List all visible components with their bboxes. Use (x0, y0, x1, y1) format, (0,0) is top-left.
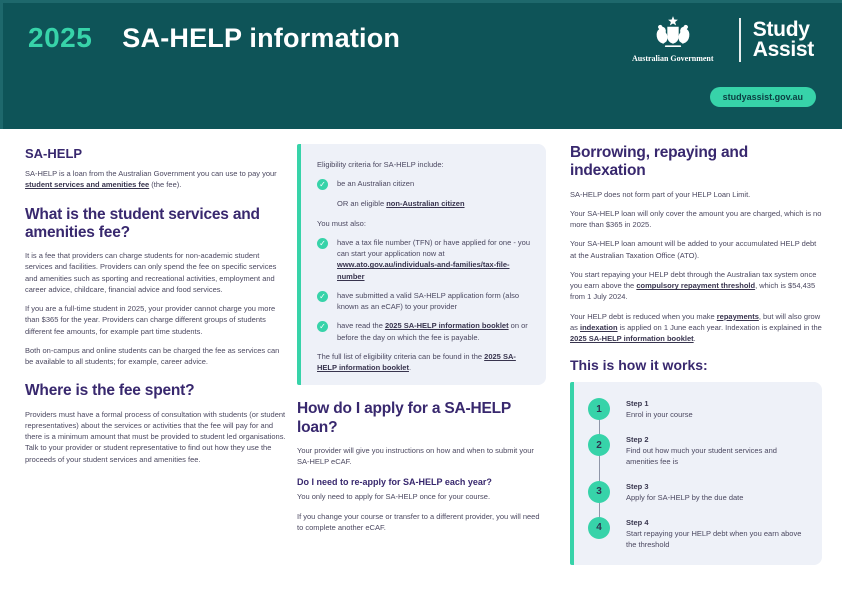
header-title-row (28, 22, 400, 54)
eligibility-item-text: have submitted a valid SA-HELP application form (also known as an eCAF) to your provider (337, 290, 520, 311)
how-apply-heading: How do I apply for a SA-HELP loan? (297, 400, 511, 436)
step-label: Step 3 (626, 481, 649, 491)
study-assist-logo (752, 17, 814, 61)
step-text: Find out how much your student services and amenities fee is (626, 446, 777, 467)
fee-cap-paragraph: If you are a full-time student in 2025, your provider cannot charge you more than $365 for the year. Providers can charge different groups of students different fee amounts, for example part time students. (25, 304, 276, 336)
eligibility-item (317, 290, 532, 313)
text-segment: have read the (337, 321, 385, 331)
eligibility-item (317, 320, 532, 343)
checkmark-icon: ✓ (317, 291, 328, 302)
header-year: 2025 (28, 22, 93, 53)
step-number-badge (588, 517, 610, 539)
reapply-subheading: Do I need to re-apply for SA-HELP each year? (297, 477, 492, 488)
text-segment: . (693, 334, 696, 344)
eligibility-item (317, 237, 532, 282)
link-indexation[interactable]: indexation (580, 322, 618, 332)
text-segment: The full list of eligibility criteria can be found in the (317, 351, 485, 361)
text-segment: is applied on 1 June each year. Indexation is explained in the (617, 322, 822, 332)
website-badge[interactable]: studyassist.gov.au (710, 87, 816, 107)
page-title: SA-HELP information (122, 23, 401, 53)
what-is-fee-heading: What is the student services and amenities fee? (25, 205, 260, 241)
text-segment: have a tax file number (TFN) or have applied for one - you can start your application now at (337, 237, 531, 258)
link-student-services-fee[interactable]: student services and amenities fee (25, 180, 150, 190)
sa-help-intro-paragraph (25, 168, 287, 191)
step-item-1 (588, 398, 810, 421)
borrowing-heading: Borrowing, repaying and indexation (570, 144, 748, 180)
eligibility-panel (297, 144, 546, 385)
australian-government-crest-icon (619, 16, 727, 63)
link-ato-tfn[interactable]: www.ato.gov.au/individuals-and-families/tax-file-number (337, 260, 510, 281)
sa-help-heading: SA-HELP (25, 146, 83, 161)
step-label: Step 4 (626, 517, 649, 527)
logo-cluster (619, 16, 814, 63)
step-number: 2 (596, 439, 602, 451)
step-text: Start repaying your HELP debt when you earn above the threshold (626, 528, 802, 549)
link-info-booklet[interactable]: 2025 SA-HELP information booklet (570, 334, 694, 344)
step-text: Enrol in your course (626, 410, 693, 420)
column-about (25, 146, 287, 473)
text-segment: SA-HELP is a loan from the Australian Government you can use to pay your (25, 169, 277, 178)
indexation-paragraph (570, 311, 822, 345)
step-number: 4 (596, 522, 602, 534)
eligibility-footer (317, 351, 532, 374)
link-repayments[interactable]: repayments (716, 311, 759, 321)
link-info-booklet[interactable]: 2025 SA-HELP information booklet (384, 321, 509, 331)
step-number-badge (588, 398, 610, 420)
steps-panel (570, 382, 822, 564)
steps-timeline (588, 398, 810, 550)
fee-oncampus-paragraph: Both on-campus and online students can be charged the fee as services can be available to all students; for example, career advice. (25, 345, 280, 367)
study-assist-line2: Assist (752, 37, 814, 61)
step-text: Apply for SA-HELP by the due date (626, 492, 744, 502)
crest-label: Australian Government (631, 54, 714, 63)
step-number: 1 (596, 403, 602, 415)
text-segment: , which is $54,435 from 1 July 2024. (570, 281, 816, 302)
fee-description-paragraph: It is a fee that providers can charge students for non-academic student services and facilities. Providers can only spend the fee on specific services and amenities such as sporting and recreational activities, employment and career advice, childcare, financial advice and food services. (25, 251, 277, 294)
checkmark-icon: ✓ (317, 238, 328, 249)
fee-spent-paragraph: Providers must have a formal process of consultation with students (or student representatives) about the services or activities that the fee will pay for and there is a minimum amount that must be provided to student led organisations. Talk to your provider or student representative to find out how they use the proceeds of your student services and amenities fee. (25, 409, 286, 464)
step-item-2 (588, 434, 810, 468)
text-segment: You start repaying your HELP debt through the Australian tax system once you earn above the (570, 269, 817, 291)
apply-once-paragraph: You only need to apply for SA-HELP once for your course. (297, 492, 491, 502)
eligibility-item-text (337, 320, 532, 343)
eligibility-item-text (337, 237, 532, 282)
loan-cover-paragraph: Your SA-HELP loan will only cover the amount you are charged, which is no more than $365 in 2025. (570, 208, 822, 230)
checkmark-icon: ✓ (317, 321, 328, 332)
column-eligibility-apply (297, 144, 546, 541)
apply-instructions-paragraph: Your provider will give you instructions on how and when to submit your SA-HELP eCAF. (297, 445, 534, 467)
text-segment: Your HELP debt is reduced when you make (570, 311, 717, 321)
step-number-badge (588, 481, 610, 503)
column-borrowing (570, 144, 822, 565)
study-assist-line1: Study (752, 17, 810, 41)
change-course-paragraph: If you change your course or transfer to a different provider, you will need to complete another eCAF. (297, 511, 540, 532)
text-segment: on or before the day on which the fee is payable. (337, 321, 528, 342)
how-it-works-heading: This is how it works: (570, 357, 708, 374)
step-item-3 (588, 481, 810, 504)
eligibility-or-line (337, 198, 532, 209)
step-number: 3 (596, 486, 602, 498)
step-label: Step 2 (626, 435, 649, 445)
text-segment: , but will also grow as (570, 311, 821, 332)
ato-debt-paragraph: Your SA-HELP loan amount will be added to your accumulated HELP debt at the Australian Taxation Office (ATO). (570, 239, 817, 260)
step-label: Step 1 (626, 399, 649, 409)
eligibility-item-text: be an Australian citizen (337, 179, 415, 189)
repayment-threshold-paragraph (570, 269, 822, 303)
must-also-label: You must also: (317, 218, 366, 228)
text-segment: . (408, 363, 412, 372)
checkmark-icon: ✓ (317, 179, 328, 190)
where-fee-spent-heading: Where is the fee spent? (25, 382, 195, 400)
loan-limit-paragraph: SA-HELP does not form part of your HELP Loan Limit. (570, 189, 751, 199)
link-info-booklet[interactable]: 2025 SA-HELP information booklet (317, 351, 516, 372)
eligibility-item (317, 178, 532, 190)
header (0, 0, 842, 129)
text-segment: OR an eligible (337, 199, 387, 209)
step-number-badge (588, 434, 610, 456)
step-item-4 (588, 517, 810, 551)
eligibility-intro: Eligibility criteria for SA-HELP include: (317, 160, 444, 169)
logo-divider (739, 18, 741, 62)
text-segment: (the fee). (149, 180, 182, 190)
link-non-australian-citizen[interactable]: non-Australian citizen (386, 199, 465, 209)
link-repayment-threshold[interactable]: compulsory repayment threshold (636, 281, 756, 291)
